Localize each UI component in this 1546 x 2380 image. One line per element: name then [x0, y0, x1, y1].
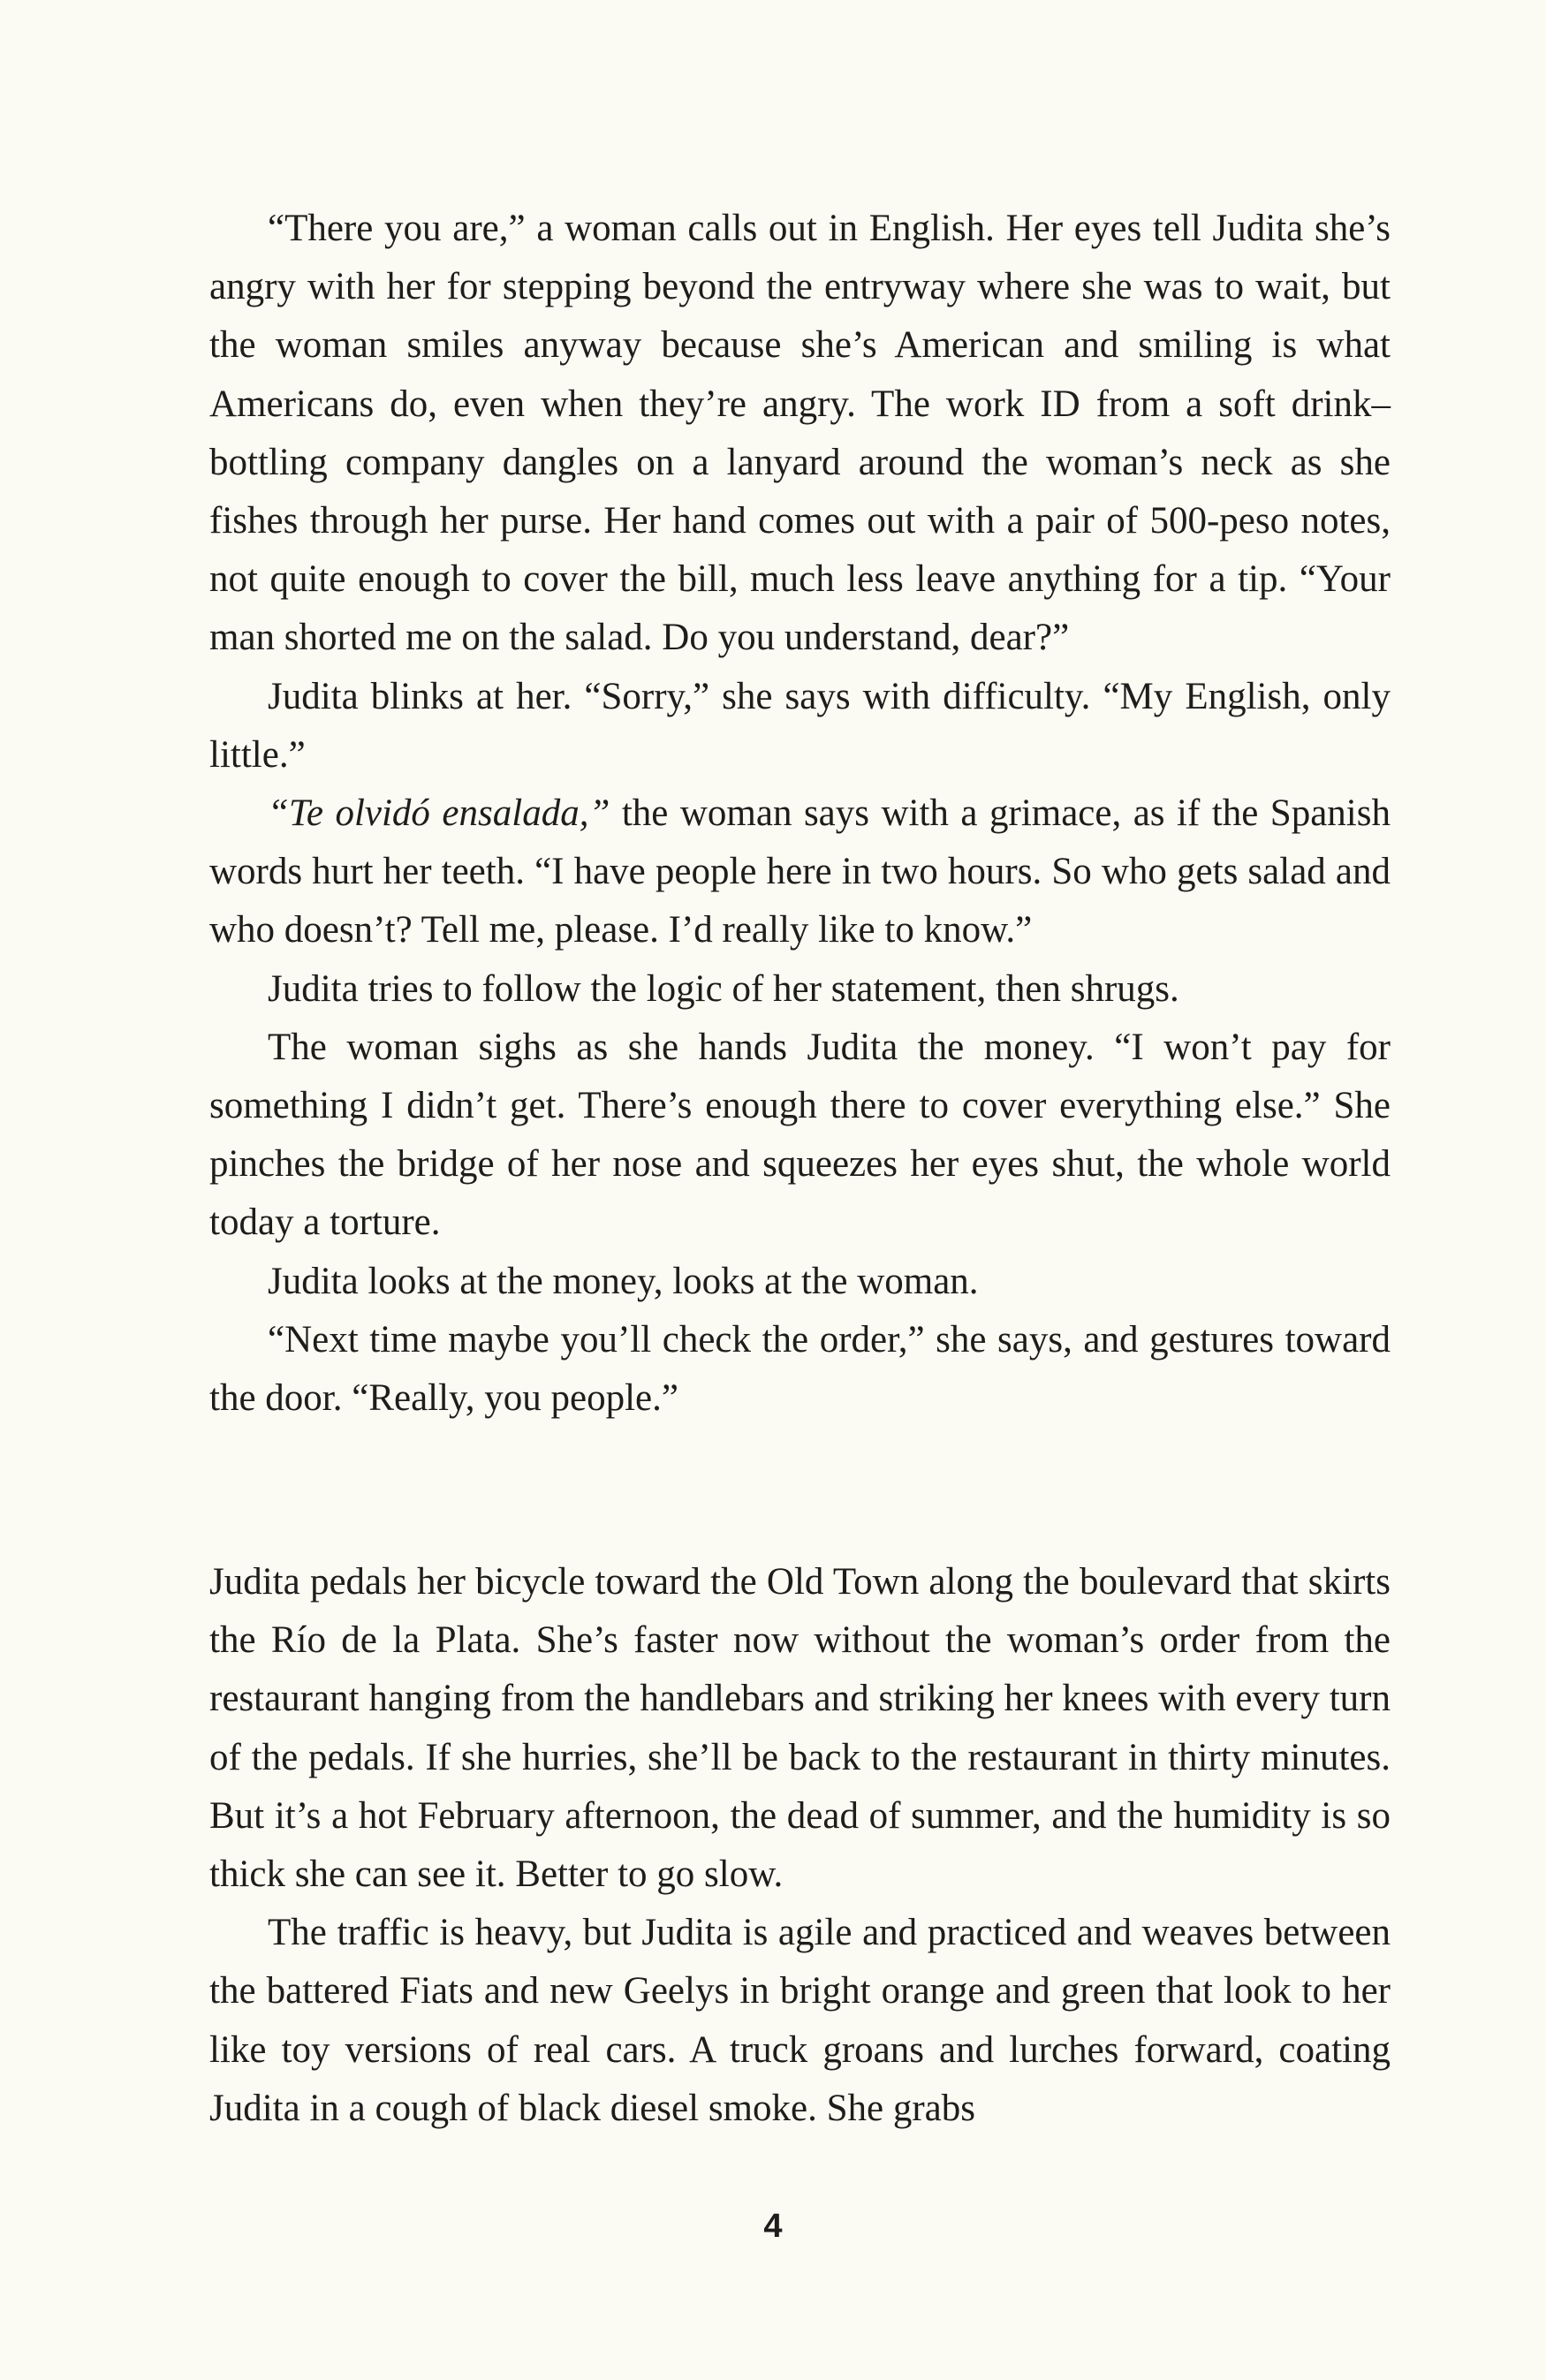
- paragraph-judita-pedals: Judita pedals her bicycle toward the Old Town along the boulevard that skirts the Río de la Plata. She’s faster now without the woman’s order from the restaurant hanging from the handlebars and striking her knees with every turn of the pedals. If she hurries, she’ll be back to the restaurant in thirty minutes. But it’s a hot February afternoon, the dead of summer, and the humidity is so thick she can see it. Better to go slow.: [209, 1561, 1391, 1896]
- paragraph-traffic-heavy: The traffic is heavy, but Judita is agile and practiced and weaves between the battered Fiats and new Geelys in bright orange and green that look to her like toy versions of real cars. A truck groans and lurches forward, coating Judita in a cough of black diesel smoke. She grabs: [209, 1912, 1391, 2129]
- section-one: [209, 200, 1391, 1428]
- paragraph-next-time: “Next time maybe you’ll check the order,” she says, and gestures toward the door. “Really, you people.”: [209, 1318, 1391, 1420]
- paragraph-judita-tries: Judita tries to follow the logic of her statement, then shrugs.: [268, 967, 1179, 1010]
- page-number: 4: [763, 2208, 783, 2245]
- paragraph-woman-sighs: The woman sighs as she hands Judita the money. “I won’t pay for something I didn’t get. There’s enough there to cover everything else.” She pinches the bridge of her nose and squeezes her eyes shut, the whole world today a torture.: [209, 1026, 1391, 1244]
- paragraph-te-olvido-rest: the woman says with a grimace, as if the Spanish words hurt her teeth. “I have people here in two hours. So who gets salad and who doesn’t? Tell me, please. I’d really like to know.”: [209, 792, 1391, 951]
- paragraph-te-olvido: [209, 784, 1391, 960]
- section-two: [209, 1553, 1391, 2138]
- paragraph-there-you-are: “There you are,” a woman calls out in English. Her eyes tell Judita she’s angry with her for stepping beyond the entryway where she was to wait, but the woman smiles anyway because she’s American and smiling is what Americans do, even when they’re angry. The work ID from a soft drink–bottling company dangles on a lanyard around the woman’s neck as she fishes through her purse. Her hand comes out with a pair of 500-peso notes, not quite enough to cover the bill, much less leave anything for a tip. “Your man shorted me on the salad. Do you understand, dear?”: [209, 208, 1391, 659]
- spanish-phrase: “Te olvidó ensalada,”: [268, 792, 610, 835]
- paragraph-judita-looks: Judita looks at the money, looks at the woman.: [268, 1260, 979, 1302]
- paragraph-judita-blinks: Judita blinks at her. “Sorry,” she says with difficulty. “My English, only little.”: [209, 675, 1391, 776]
